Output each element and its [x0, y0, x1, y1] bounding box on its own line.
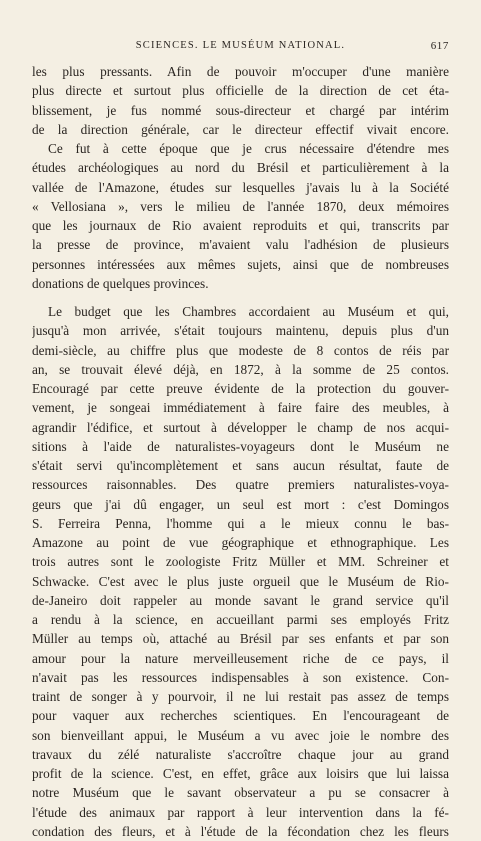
text-line: Le budget que les Chambres accordaient au Muséum et qui, — [48, 304, 449, 319]
text-line: vement, je songeai immédiatement à faire faire des meubles, à — [32, 400, 449, 416]
text-line: personnes intéressées aux mêmes sujets, ainsi que de nombreuses — [32, 256, 449, 272]
paragraph-2 — [32, 302, 449, 841]
text-line: Müller au temps où, attaché au Brésil par ses enfants et par son — [32, 631, 449, 647]
text-line: travaux du zélé naturaliste s'accroître chaque jour au grand — [32, 746, 449, 762]
paragraph-gap — [32, 293, 449, 302]
paragraph-1 — [32, 62, 449, 293]
text-line: de-Janeiro doit rappeler au monde savant le grand service qu'il — [32, 592, 449, 608]
text-line: S. Ferreira Penna, l'homme qui a le mieux connu le bas- — [32, 515, 449, 531]
text-line: l'étude des animaux par rapport à leur intervention dans la fé- — [32, 804, 449, 820]
text-line: condation des fleurs, et à l'étude de la fécondation chez les fleurs — [32, 823, 449, 839]
text-line: Encouragé par cette preuve évidente de la protection du gouver- — [32, 381, 449, 396]
text-line: sitions à l'aide de naturalistes-voyageurs dont le Muséum ne — [32, 438, 449, 454]
text-line: « Vellosiana », vers le milieu de l'année 1870, deux mémoires — [32, 198, 449, 214]
text-line: plus directe et surtout plus officielle de la direction de cet éta- — [32, 83, 449, 99]
text-line: a rendu à la science, en accueillant parmi ses employés Fritz — [32, 612, 449, 627]
text-line: profit de la science. C'est, en effet, grâce aux loisirs que lui laissa — [32, 766, 449, 781]
text-line: amour pour la nature merveilleusement riche de ce pays, il — [32, 650, 449, 666]
text-line: vallée de l'Amazone, études sur lesquelles j'avais lu à la Société — [32, 179, 449, 195]
text-line: traint de songer à y pourvoir, il ne lui restait pas assez de temps — [32, 689, 449, 704]
text-line: son bienveillant appui, le Muséum a vu avec joie le nombre des — [32, 727, 449, 743]
text-line: trois autres sont le zoologiste Fritz Müller et MM. Schreiner et — [32, 554, 449, 570]
text-line: Amazone au point de vue géographique et ethnographique. Les — [32, 535, 449, 550]
text-line: jusqu'à mon arrivée, s'était toujours maintenu, depuis plus d'un — [32, 323, 449, 339]
text-line: de la direction générale, car le directeur effectif vivait encore. — [32, 121, 449, 137]
text-line: notre Muséum que le savant observateur a pu se consacrer à — [32, 785, 449, 801]
running-head — [32, 40, 449, 56]
text-line: an, se trouvait élevé déjà, en 1872, à la somme de 25 contos. — [32, 361, 449, 377]
text-line: Ce fut à cette époque que je crus nécessaire d'étendre mes — [48, 141, 449, 156]
text-line: n'avait pas les ressources indispensables à son existence. Con- — [32, 669, 449, 685]
text-line: les plus pressants. Afin de pouvoir m'occuper d'une manière — [32, 64, 449, 79]
text-line: s'était servi qu'incomplètement et sans aucun résultat, faute de — [32, 458, 449, 473]
text-line: donations de quelques provinces. — [32, 275, 209, 291]
text-line: Schwacke. C'est avec le plus juste orgueil que le Muséum de Rio- — [32, 573, 449, 589]
running-title: SCIENCES. LE MUSÉUM NATIONAL. — [135, 40, 346, 51]
text-line: la presse de province, m'avaient valu l'adhésion de plusieurs — [32, 237, 449, 253]
text-line: ressources raisonnables. Des quatre premiers naturalistes-voya- — [32, 477, 449, 493]
text-line: que les journaux de Rio avaient reproduits et qui, transcrits par — [32, 218, 449, 233]
text-line: études archéologiques au nord du Brésil et particulièrement à la — [32, 160, 449, 176]
text-line: pour vaquer aux recherches scientiques. En l'encourageant de — [32, 708, 449, 724]
text-line: agrandir l'édifice, et surtout à développer le champ de nos acqui- — [32, 419, 449, 435]
text-line: geurs que j'ai dû engager, un seul est mort : c'est Domingos — [32, 496, 449, 512]
page-number: 617 — [430, 40, 449, 52]
text-line: blissement, je fus nommé sous-directeur et chargé par intérim — [32, 102, 449, 118]
text-line: demi-siècle, au chiffre plus que modeste de 8 contos de réis par — [32, 342, 449, 358]
body-text — [32, 62, 449, 841]
